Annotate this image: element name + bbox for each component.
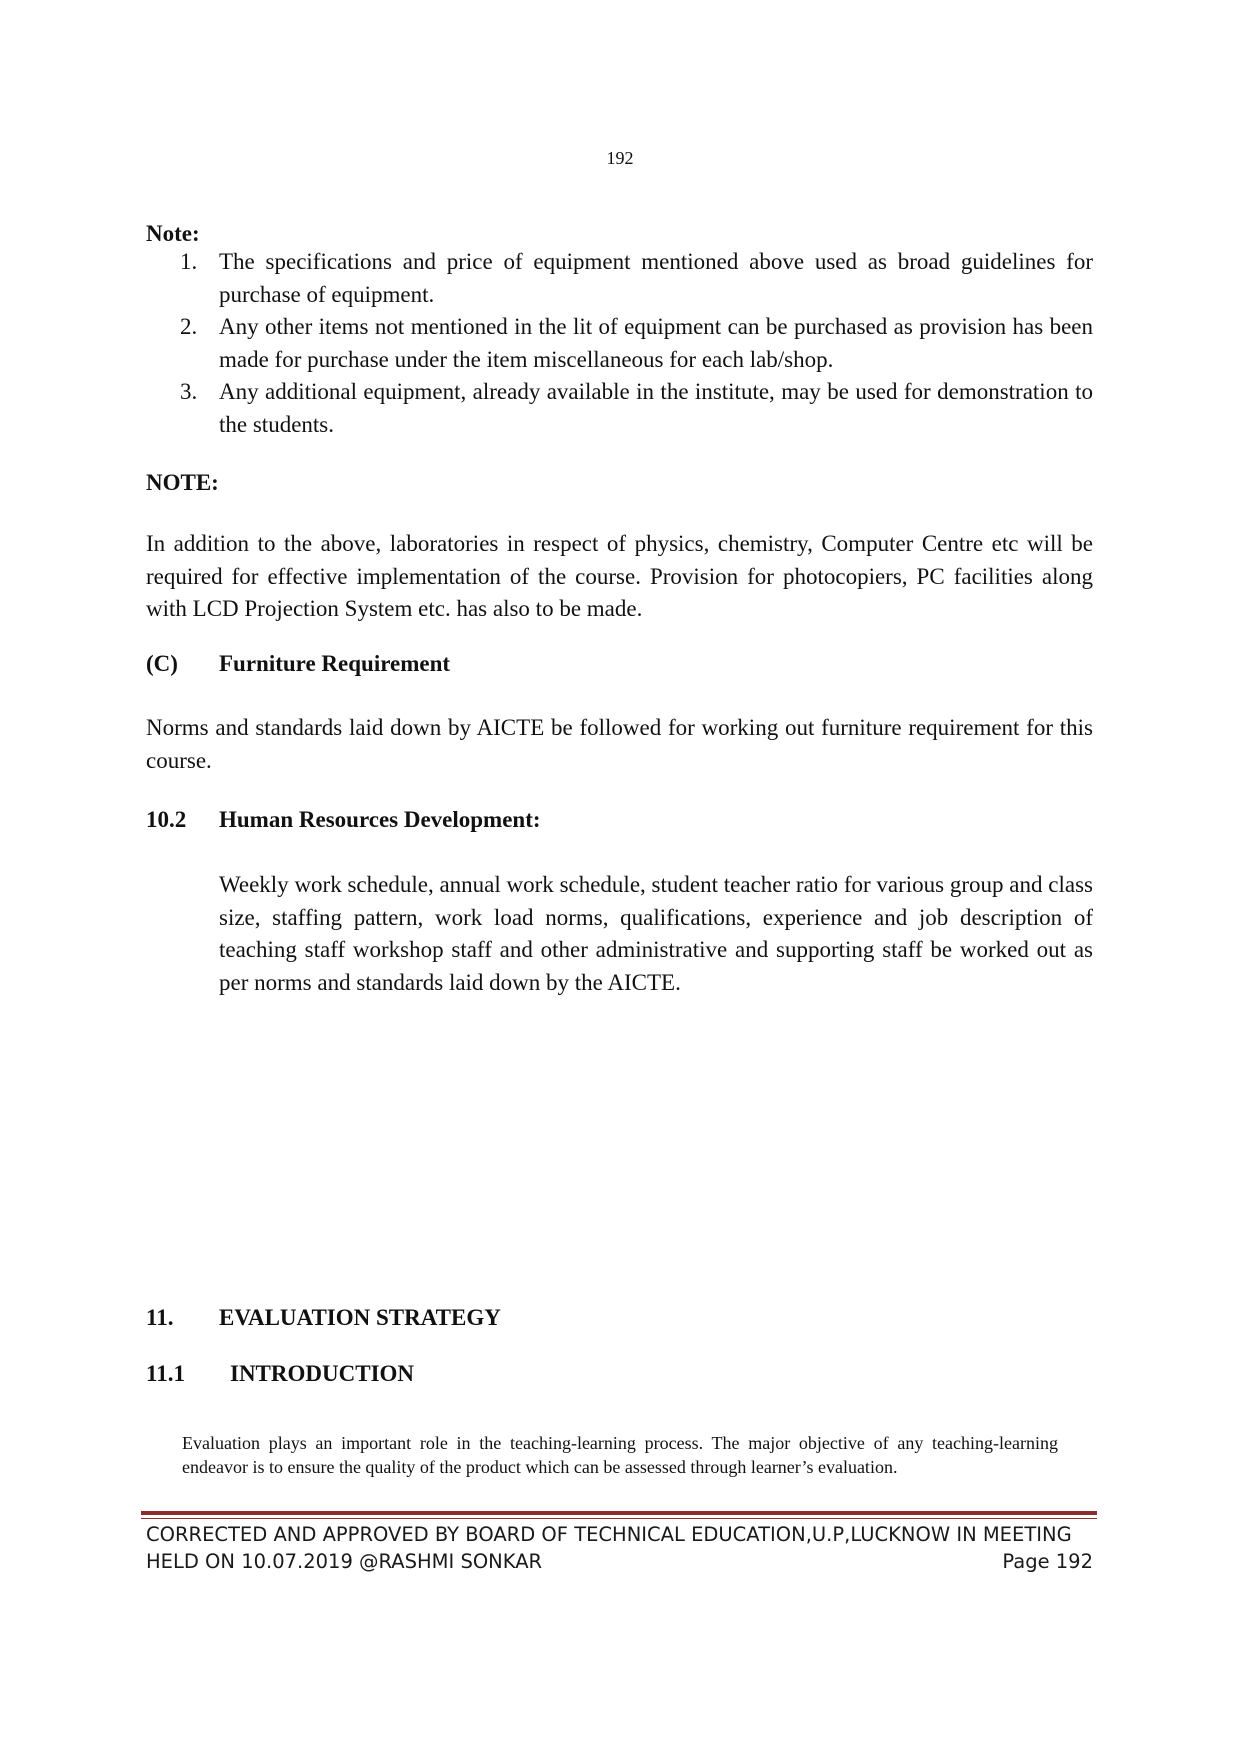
evaluation-heading-title: EVALUATION STRATEGY xyxy=(219,1305,501,1330)
note-uppercase-heading: NOTE: xyxy=(146,470,219,495)
list-item-number: 3. xyxy=(180,379,198,404)
footer-page-number: Page 192 xyxy=(1002,1550,1093,1573)
list-item-number: 2. xyxy=(180,314,198,339)
page-number-top: 192 xyxy=(606,148,634,168)
furniture-paragraph: Norms and standards laid down by AICTE be followed for working out furniture requirement for this course. xyxy=(146,715,1093,773)
list-item xyxy=(146,246,1093,311)
footer-line-2-row xyxy=(146,1548,1093,1575)
furniture-heading-label: (C) xyxy=(146,651,178,676)
introduction-heading-title: INTRODUCTION xyxy=(230,1361,415,1386)
footer-line-2: HELD ON 10.07.2019 @RASHMI SONKAR xyxy=(146,1550,543,1573)
hrd-heading-title: Human Resources Development: xyxy=(219,807,541,832)
note-paragraph: In addition to the above, laboratories in respect of physics, chemistry, Computer Centre etc will be required for effective implementation of the course. Provision for photocopiers, PC facilities along with LCD Projection System etc. has also to be made. xyxy=(146,531,1093,621)
note-heading: Note: xyxy=(146,221,200,246)
hrd-paragraph: Weekly work schedule, annual work schedule, student teacher ratio for various group and class size, staffing pattern, work load norms, qualifications, experience and job description of teaching staff workshop staff and other administrative and supporting staff be worked out as per norms and standards laid down by the AICTE. xyxy=(219,872,1093,995)
list-item-text: Any other items not mentioned in the lit of equipment can be purchased as provision has been made for purchase under the item miscellaneous for each lab/shop. xyxy=(219,314,1093,372)
hrd-heading-label: 10.2 xyxy=(146,807,187,832)
list-item xyxy=(146,311,1093,376)
note-list xyxy=(146,246,1093,441)
furniture-heading-title: Furniture Requirement xyxy=(219,651,451,676)
list-item-number: 1. xyxy=(180,249,198,274)
page-footer xyxy=(146,1521,1093,1575)
list-item-text: Any additional equipment, already available in the institute, may be used for demonstration to the students. xyxy=(219,379,1093,437)
introduction-paragraph: Evaluation plays an important role in the teaching-learning process. The major objective of any teaching-learning endeavor is to ensure the quality of the product which can be assessed through learner’s evaluation. xyxy=(182,1433,1058,1477)
introduction-heading-label: 11.1 xyxy=(146,1361,185,1386)
footer-line-1: CORRECTED AND APPROVED BY BOARD OF TECHNICAL EDUCATION,U.P,LUCKNOW IN MEETING xyxy=(146,1523,1072,1546)
list-item-text: The specifications and price of equipment mentioned above used as broad guidelines for purchase of equipment. xyxy=(219,249,1093,307)
list-item xyxy=(146,376,1093,441)
footer-divider-thin xyxy=(141,1518,1097,1519)
evaluation-heading-label: 11. xyxy=(146,1305,174,1330)
footer-divider-thick xyxy=(141,1511,1097,1515)
